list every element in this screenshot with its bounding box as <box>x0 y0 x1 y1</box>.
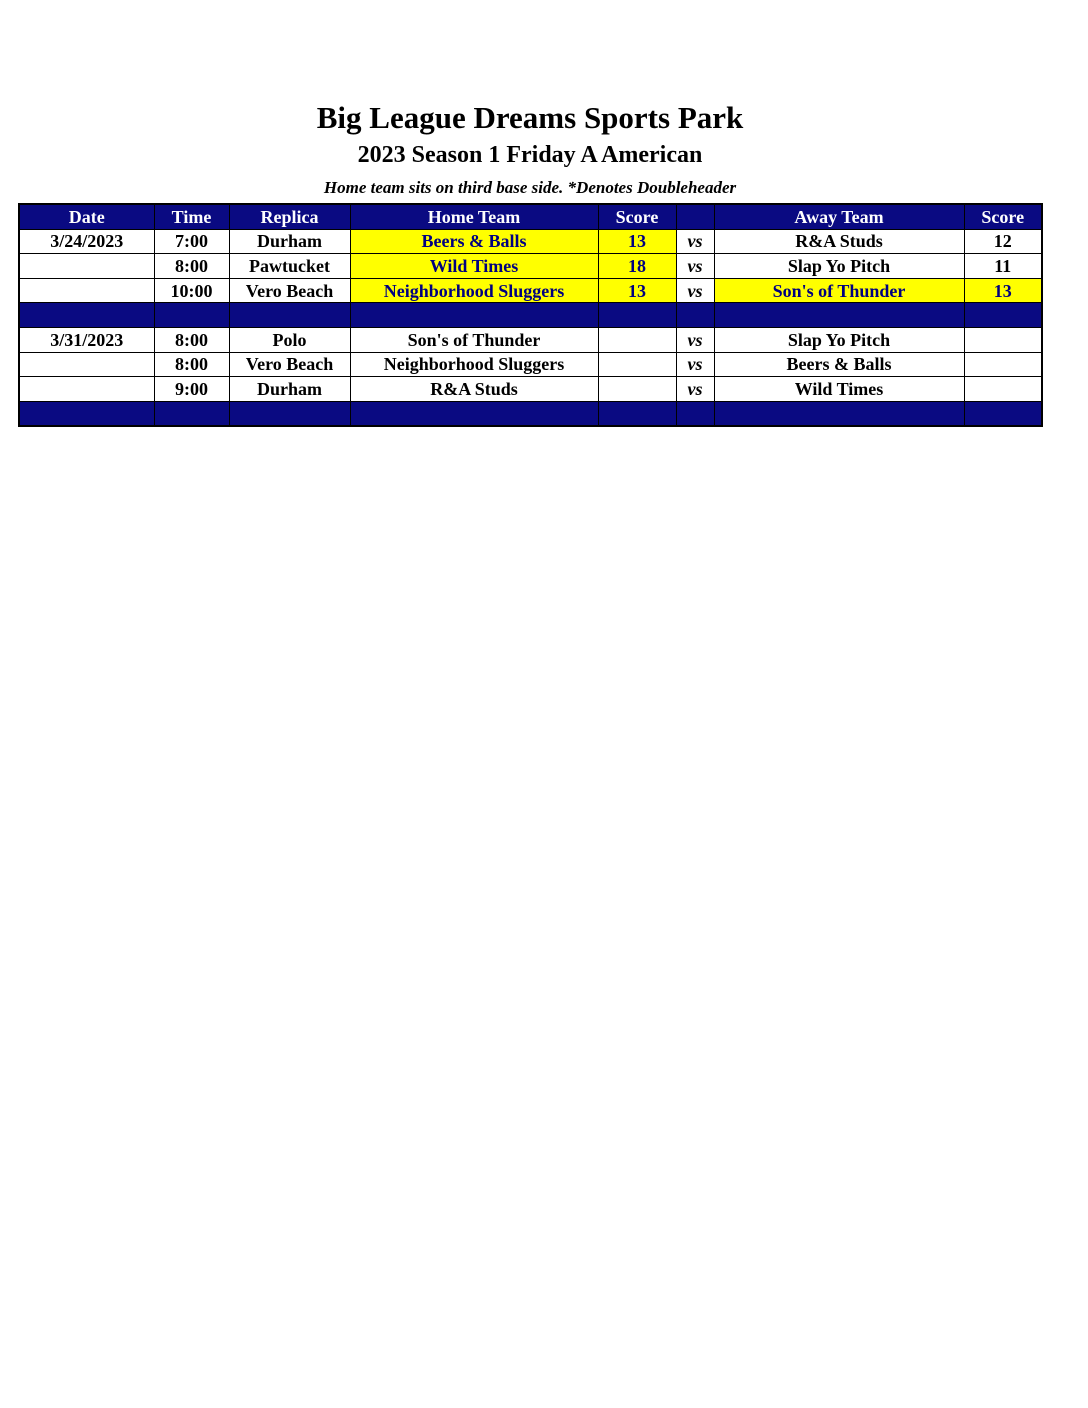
cell-field: Polo <box>229 327 350 352</box>
schedule-note: Home team sits on third base side. *Denotes Doubleheader <box>323 178 737 197</box>
cell-away-team: R&A Studs <box>714 229 964 254</box>
col-header-vs <box>676 204 714 229</box>
cell-time: 8:00 <box>154 352 229 377</box>
cell-vs: vs <box>676 229 714 254</box>
cell-home-score: 18 <box>598 254 676 279</box>
cell-home-team: R&A Studs <box>350 377 598 402</box>
cell-field: Vero Beach <box>229 278 350 303</box>
cell-home-team: Beers & Balls <box>350 229 598 254</box>
col-header-field: Replica <box>229 204 350 229</box>
cell-time: 9:00 <box>154 377 229 402</box>
cell-home-team: Neighborhood Sluggers <box>350 278 598 303</box>
cell-field: Vero Beach <box>229 352 350 377</box>
cell-date: 3/31/2023 <box>19 327 154 352</box>
cell-date <box>19 254 154 279</box>
cell-field: Pawtucket <box>229 254 350 279</box>
cell-vs: vs <box>676 278 714 303</box>
col-header-away-team: Away Team <box>714 204 964 229</box>
cell-home-score <box>598 377 676 402</box>
table-row <box>19 229 1042 254</box>
cell-away-team: Beers & Balls <box>714 352 964 377</box>
cell-time: 7:00 <box>154 229 229 254</box>
cell-date: 3/24/2023 <box>19 229 154 254</box>
cell-home-team: Wild Times <box>350 254 598 279</box>
cell-time: 8:00 <box>154 327 229 352</box>
cell-home-score <box>598 352 676 377</box>
cell-date <box>19 352 154 377</box>
cell-time: 10:00 <box>154 278 229 303</box>
cell-away-score: 11 <box>964 254 1042 279</box>
table-row <box>19 327 1042 352</box>
col-header-away-score: Score <box>964 204 1042 229</box>
cell-time: 8:00 <box>154 254 229 279</box>
cell-home-team: Neighborhood Sluggers <box>350 352 598 377</box>
cell-field: Durham <box>229 377 350 402</box>
cell-vs: vs <box>676 377 714 402</box>
table-row <box>19 352 1042 377</box>
cell-away-score <box>964 327 1042 352</box>
cell-away-score: 12 <box>964 229 1042 254</box>
cell-away-team: Slap Yo Pitch <box>714 327 964 352</box>
col-header-home-score: Score <box>598 204 676 229</box>
col-header-date: Date <box>19 204 154 229</box>
cell-away-score: 13 <box>964 278 1042 303</box>
table-row <box>19 278 1042 303</box>
cell-away-score <box>964 352 1042 377</box>
cell-vs: vs <box>676 327 714 352</box>
cell-home-team: Son's of Thunder <box>350 327 598 352</box>
cell-field: Durham <box>229 229 350 254</box>
cell-away-team: Son's of Thunder <box>714 278 964 303</box>
separator-row <box>19 303 1042 328</box>
table-row <box>19 254 1042 279</box>
cell-date <box>19 278 154 303</box>
cell-away-score <box>964 377 1042 402</box>
table-row <box>19 377 1042 402</box>
schedule-table <box>18 203 1043 427</box>
col-header-time: Time <box>154 204 229 229</box>
cell-vs: vs <box>676 254 714 279</box>
cell-away-team: Slap Yo Pitch <box>714 254 964 279</box>
col-header-home-team: Home Team <box>350 204 598 229</box>
cell-date <box>19 377 154 402</box>
separator-row <box>19 401 1042 426</box>
cell-home-score: 13 <box>598 229 676 254</box>
header-row <box>19 204 1042 229</box>
cell-vs: vs <box>676 352 714 377</box>
page-title: Big League Dreams Sports Park <box>316 100 744 135</box>
cell-home-score: 13 <box>598 278 676 303</box>
cell-away-team: Wild Times <box>714 377 964 402</box>
page-subtitle: 2023 Season 1 Friday A American <box>357 142 703 168</box>
cell-home-score <box>598 327 676 352</box>
